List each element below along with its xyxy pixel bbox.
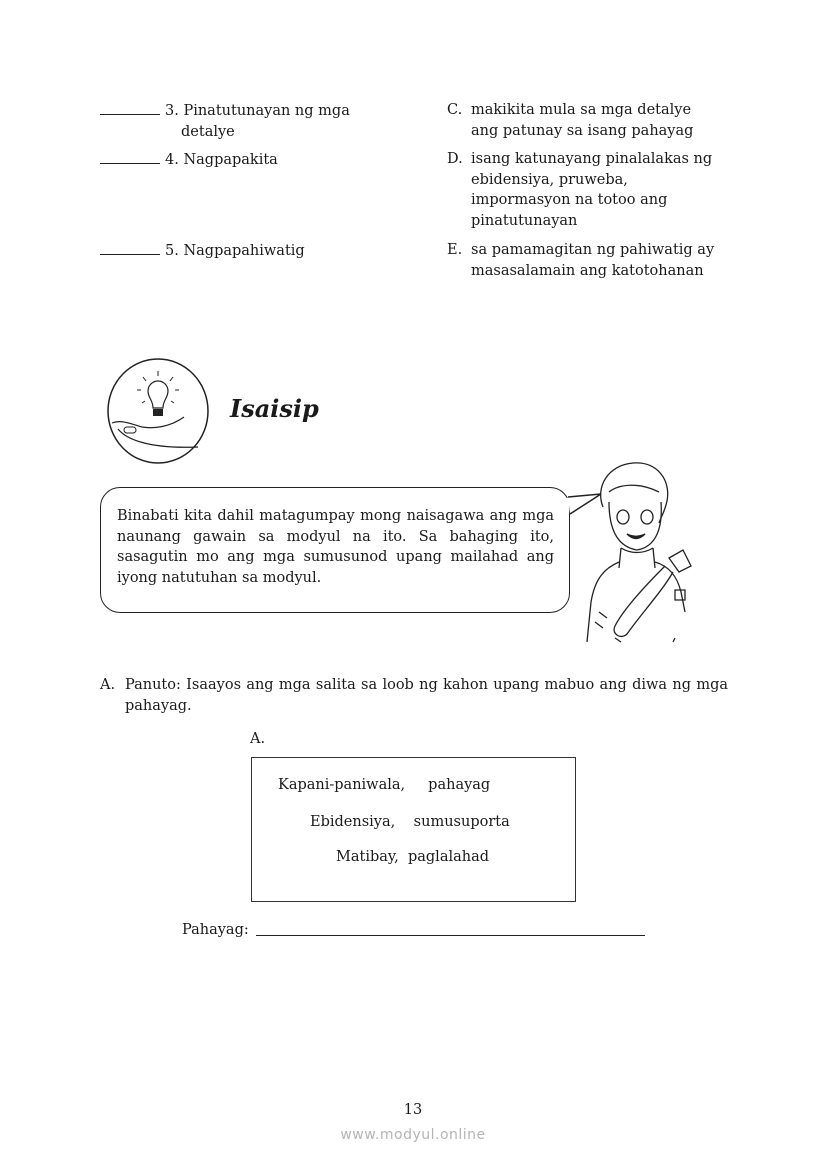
watermark: www.modyul.online [340,1127,486,1143]
instructions-text: Panuto: Isaayos ang mga salita sa loob ng kahon upang mabuo ang diwa ng mga pahayag. [125,677,728,714]
word-group-3: Matibay, paglalahad [336,849,490,865]
choice-text: isang katunayang pinalalakas ng [471,151,713,167]
choice-d [447,149,712,231]
choice-text: pinatutunayan [471,212,578,229]
item-text: Nagpapakita [183,152,278,168]
choice-letter: D. [447,151,463,167]
matching-item-5 [100,240,305,262]
student-character-illustration [585,462,705,644]
bubble-text: Binabati kita dahil matagumpay mong naisagawa ang mga naunang gawain sa modyul na ito. Sa bahaging ito, sasagutin mo ang mga sumusunod upang mailahad ang iyong natutuhan sa modyul. [117,508,554,586]
item-text: detalye [181,123,235,140]
section-title: Isaisip [230,394,319,423]
item-text: Nagpapahiwatig [183,243,305,259]
choice-text: makikita mula sa mga detalye [471,102,692,118]
choice-text: impormasyon na totoo ang [471,192,668,208]
answer-blank[interactable] [100,240,160,255]
word-group-1: Kapani-paniwala, pahayag [278,777,491,793]
choice-text: ang patunay sa isang pahayag [471,122,694,139]
choice-text: sa pamamagitan ng pahiwatig ay [471,242,715,258]
item-number: 3. [165,103,179,119]
answer-label: Pahayag: [182,922,249,938]
choice-e [447,240,714,281]
choice-text: ebidensiya, pruweba, [471,171,628,188]
answer-blank[interactable] [100,100,160,115]
choice-letter: C. [447,102,463,118]
page-number: 13 [403,1102,423,1118]
lightbulb-hand-icon [104,357,212,465]
choice-c [447,100,693,141]
item-text: Pinatutunayan ng mga [183,103,350,119]
choice-letter: E. [447,242,463,258]
exercise-label: A. [250,731,266,747]
matching-item-3 [100,100,350,142]
answer-line[interactable] [256,935,645,936]
answer-blank[interactable] [100,149,160,164]
choice-text: masasalamain ang katotohanan [471,262,704,279]
item-number: 5. [165,243,179,259]
instructions-letter: A. [100,677,116,693]
item-number: 4. [165,152,179,168]
instructions [100,675,728,716]
matching-item-4 [100,149,278,171]
word-group-2: Ebidensiya, sumusuporta [310,814,510,830]
